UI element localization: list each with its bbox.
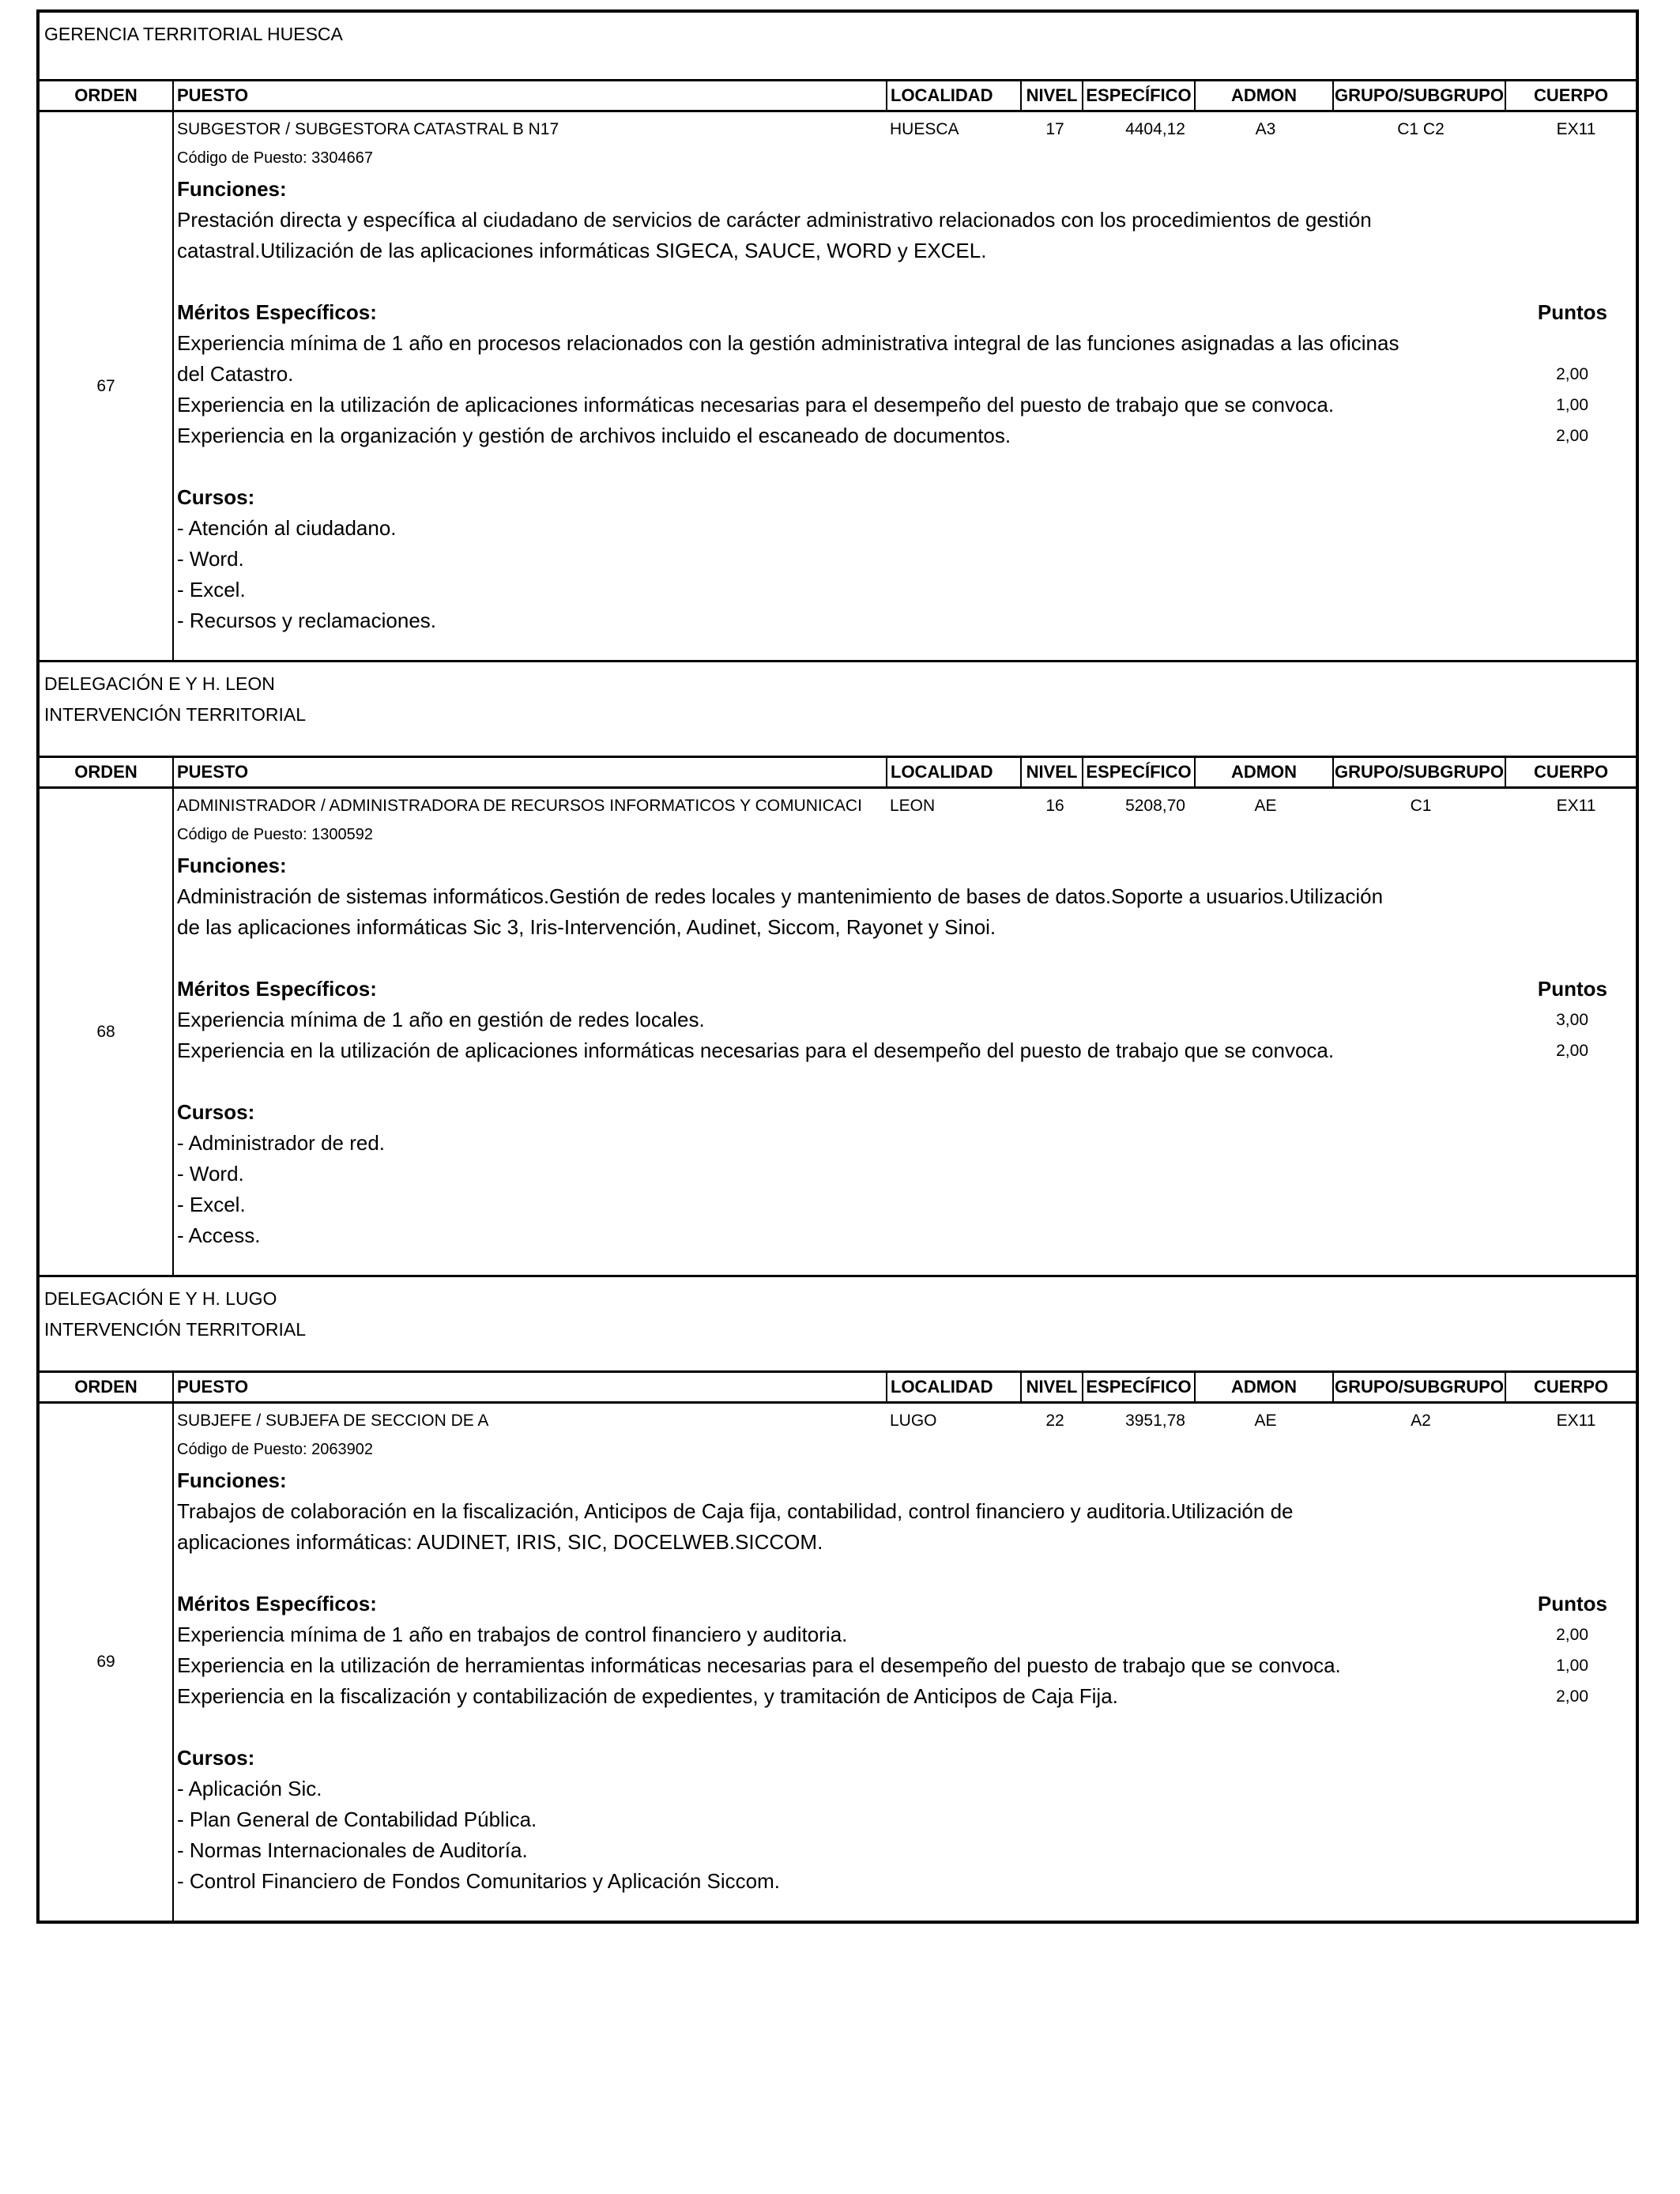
section-header-line: INTERVENCIÓN TERRITORIAL bbox=[44, 1319, 307, 1340]
col-grupo: GRUPO/SUBGRUPO bbox=[1334, 758, 1506, 786]
merito-text: Experiencia en la organización y gestión de archivos incluido el escaneado de documentos. bbox=[177, 424, 1011, 447]
position-line bbox=[177, 1407, 1636, 1434]
codigo-puesto: Código de Puesto: 2063902 bbox=[177, 1441, 373, 1458]
col-grupo: GRUPO/SUBGRUPO bbox=[1334, 81, 1506, 110]
row-content bbox=[174, 1404, 1636, 1921]
curso-item: - Aplicación Sic. bbox=[177, 1777, 322, 1800]
merito-text: Experiencia mínima de 1 año en gestión de redes locales. bbox=[177, 1008, 705, 1031]
merito-text: Experiencia en la utilización de herramientas informáticas necesarias para el desempeño del puesto de trabajo que se convoca. bbox=[177, 1653, 1341, 1677]
section-67 bbox=[36, 9, 1639, 660]
cuerpo-value: EX11 bbox=[1556, 120, 1596, 138]
merito-puntos: 1,00 bbox=[1556, 1657, 1588, 1675]
position-line bbox=[177, 115, 1636, 143]
funciones-text: Trabajos de colaboración en la fiscalización, Anticipos de Caja fija, contabilidad, control financiero y auditoria.Utilización de aplicaciones informáticas: AUDINET, IRIS, SIC, DOCELWEB.SICCOM. bbox=[177, 1499, 1294, 1554]
section-69 bbox=[36, 1275, 1639, 1924]
col-nivel: NIVEL bbox=[1022, 1373, 1083, 1401]
section-header-line: GERENCIA TERRITORIAL HUESCA bbox=[44, 24, 343, 44]
meritos-header bbox=[177, 297, 1636, 328]
column-header-row bbox=[40, 1370, 1636, 1404]
merito-item bbox=[177, 1681, 1636, 1712]
curso-item: - Normas Internacionales de Auditoría. bbox=[177, 1838, 528, 1862]
table-row bbox=[40, 789, 1636, 1275]
nivel-value: 22 bbox=[1045, 1412, 1064, 1430]
col-admon: ADMON bbox=[1196, 758, 1334, 786]
meritos-label: Méritos Específicos: bbox=[177, 300, 377, 324]
curso-item: - Word. bbox=[177, 1162, 244, 1186]
merito-item bbox=[177, 1035, 1636, 1066]
merito-puntos: 2,00 bbox=[1556, 1042, 1588, 1060]
grupo-value: C1 C2 bbox=[1397, 120, 1445, 138]
curso-item: - Access. bbox=[177, 1223, 261, 1247]
especifico-value: 3951,78 bbox=[1125, 1412, 1185, 1430]
merito-item bbox=[177, 1650, 1636, 1681]
document bbox=[36, 9, 1639, 1924]
section-68 bbox=[36, 660, 1639, 1275]
merito-item bbox=[177, 328, 1636, 390]
merito-puntos: 1,00 bbox=[1556, 396, 1588, 414]
meritos-header bbox=[177, 1589, 1636, 1619]
funciones-text: Prestación directa y específica al ciudadano de servicios de carácter administrativo relacionados con los procedimientos de gestión catastral.Utilización de las aplicaciones informáticas SIGECA, SAUCE, WORD y EXCEL. bbox=[177, 208, 1372, 262]
puntos-label: Puntos bbox=[1537, 300, 1607, 324]
col-admon: ADMON bbox=[1196, 1373, 1334, 1401]
table-row bbox=[40, 1404, 1636, 1921]
col-cuerpo: CUERPO bbox=[1533, 85, 1609, 105]
cursos-label: Cursos: bbox=[177, 1100, 255, 1124]
section-header bbox=[40, 662, 1636, 756]
puesto-value: SUBJEFE / SUBJEFA DE SECCION DE A bbox=[177, 1412, 489, 1430]
column-header-row bbox=[40, 756, 1636, 789]
merito-item bbox=[177, 420, 1636, 451]
col-orden: ORDEN bbox=[40, 1373, 174, 1401]
puesto-value: SUBGESTOR / SUBGESTORA CATASTRAL B N17 bbox=[177, 120, 559, 138]
col-admon: ADMON bbox=[1196, 81, 1334, 110]
merito-item bbox=[177, 390, 1636, 420]
col-especifico: ESPECÍFICO bbox=[1083, 758, 1196, 786]
orden-value: 67 bbox=[40, 112, 174, 660]
codigo-puesto: Código de Puesto: 1300592 bbox=[177, 826, 373, 843]
puntos-label: Puntos bbox=[1537, 1592, 1607, 1615]
localidad-value: LUGO bbox=[890, 1412, 937, 1430]
col-localidad: LOCALIDAD bbox=[887, 758, 1022, 786]
section-header bbox=[40, 1277, 1636, 1370]
col-localidad: LOCALIDAD bbox=[887, 1373, 1022, 1401]
meritos-header bbox=[177, 974, 1636, 1005]
col-orden: ORDEN bbox=[40, 758, 174, 786]
row-content bbox=[174, 789, 1636, 1275]
merito-puntos: 2,00 bbox=[1556, 1687, 1588, 1706]
especifico-value: 5208,70 bbox=[1125, 797, 1185, 815]
col-cuerpo: CUERPO bbox=[1533, 762, 1609, 782]
cursos-label: Cursos: bbox=[177, 1746, 255, 1770]
position-line bbox=[177, 792, 1636, 820]
funciones-label: Funciones: bbox=[177, 1468, 287, 1492]
orden-value: 68 bbox=[40, 789, 174, 1275]
puesto-value: ADMINISTRADOR / ADMINISTRADORA DE RECURSOS INFORMATICOS Y COMUNICACI bbox=[177, 797, 862, 815]
section-header bbox=[40, 13, 1636, 79]
nivel-value: 16 bbox=[1045, 797, 1064, 815]
cuerpo-value: EX11 bbox=[1556, 1412, 1596, 1430]
funciones-label: Funciones: bbox=[177, 854, 287, 877]
col-nivel: NIVEL bbox=[1022, 81, 1083, 110]
puntos-label: Puntos bbox=[1537, 977, 1607, 1001]
merito-puntos: 2,00 bbox=[1556, 365, 1588, 383]
curso-item: - Word. bbox=[177, 547, 244, 571]
curso-item: - Control Financiero de Fondos Comunitarios y Aplicación Siccom. bbox=[177, 1869, 781, 1893]
codigo-puesto: Código de Puesto: 3304667 bbox=[177, 149, 373, 167]
curso-item: - Atención al ciudadano. bbox=[177, 516, 397, 540]
orden-value: 69 bbox=[40, 1404, 174, 1921]
section-header-line: DELEGACIÓN E Y H. LEON bbox=[44, 673, 275, 694]
section-header-line: DELEGACIÓN E Y H. LUGO bbox=[44, 1288, 277, 1309]
col-cuerpo: CUERPO bbox=[1533, 1377, 1609, 1397]
curso-item: - Excel. bbox=[177, 1193, 246, 1216]
merito-puntos: 3,00 bbox=[1556, 1011, 1588, 1029]
column-header-row bbox=[40, 79, 1636, 112]
merito-puntos: 2,00 bbox=[1556, 427, 1588, 445]
col-puesto: PUESTO bbox=[174, 81, 887, 110]
merito-item bbox=[177, 1619, 1636, 1650]
especifico-value: 4404,12 bbox=[1125, 120, 1185, 138]
cursos-label: Cursos: bbox=[177, 485, 255, 509]
meritos-label: Méritos Específicos: bbox=[177, 1592, 377, 1615]
col-localidad: LOCALIDAD bbox=[887, 81, 1022, 110]
merito-text: Experiencia mínima de 1 año en procesos relacionados con la gestión administrativa integral de las funciones asignadas a las oficinas del Catastro. bbox=[177, 331, 1399, 386]
col-especifico: ESPECÍFICO bbox=[1083, 81, 1196, 110]
col-grupo: GRUPO/SUBGRUPO bbox=[1334, 1373, 1506, 1401]
meritos-label: Méritos Específicos: bbox=[177, 977, 377, 1001]
curso-item: - Plan General de Contabilidad Pública. bbox=[177, 1808, 537, 1831]
localidad-value: HUESCA bbox=[890, 120, 959, 138]
nivel-value: 17 bbox=[1045, 120, 1064, 138]
merito-text: Experiencia en la utilización de aplicaciones informáticas necesarias para el desempeño del puesto de trabajo que se convoca. bbox=[177, 1039, 1335, 1062]
grupo-value: C1 bbox=[1410, 797, 1432, 815]
localidad-value: LEON bbox=[890, 797, 936, 815]
admon-value: A3 bbox=[1255, 120, 1276, 138]
grupo-value: A2 bbox=[1411, 1412, 1431, 1430]
col-nivel: NIVEL bbox=[1022, 758, 1083, 786]
merito-puntos: 2,00 bbox=[1556, 1626, 1588, 1644]
admon-value: AE bbox=[1254, 797, 1277, 815]
merito-item bbox=[177, 1005, 1636, 1035]
col-puesto: PUESTO bbox=[174, 1373, 887, 1401]
funciones-text: Administración de sistemas informáticos.Gestión de redes locales y mantenimiento de bases de datos.Soporte a usuarios.Utilización de las aplicaciones informáticas Sic 3, Iris-Intervención, Audinet, Siccom, Rayonet y Sinoi. bbox=[177, 884, 1384, 939]
merito-text: Experiencia mínima de 1 año en trabajos de control financiero y auditoria. bbox=[177, 1623, 848, 1646]
merito-text: Experiencia en la fiscalización y contabilización de expedientes, y tramitación de Anticipos de Caja Fija. bbox=[177, 1684, 1118, 1708]
merito-text: Experiencia en la utilización de aplicaciones informáticas necesarias para el desempeño del puesto de trabajo que se convoca. bbox=[177, 393, 1335, 417]
cuerpo-value: EX11 bbox=[1556, 797, 1596, 815]
col-especifico: ESPECÍFICO bbox=[1083, 1373, 1196, 1401]
funciones-label: Funciones: bbox=[177, 177, 287, 201]
col-puesto: PUESTO bbox=[174, 758, 887, 786]
table-row bbox=[40, 112, 1636, 660]
col-orden: ORDEN bbox=[40, 81, 174, 110]
curso-item: - Recursos y reclamaciones. bbox=[177, 609, 436, 632]
curso-item: - Excel. bbox=[177, 578, 246, 601]
row-content bbox=[174, 112, 1636, 660]
admon-value: AE bbox=[1254, 1412, 1277, 1430]
section-header-line: INTERVENCIÓN TERRITORIAL bbox=[44, 704, 307, 725]
curso-item: - Administrador de red. bbox=[177, 1131, 386, 1155]
